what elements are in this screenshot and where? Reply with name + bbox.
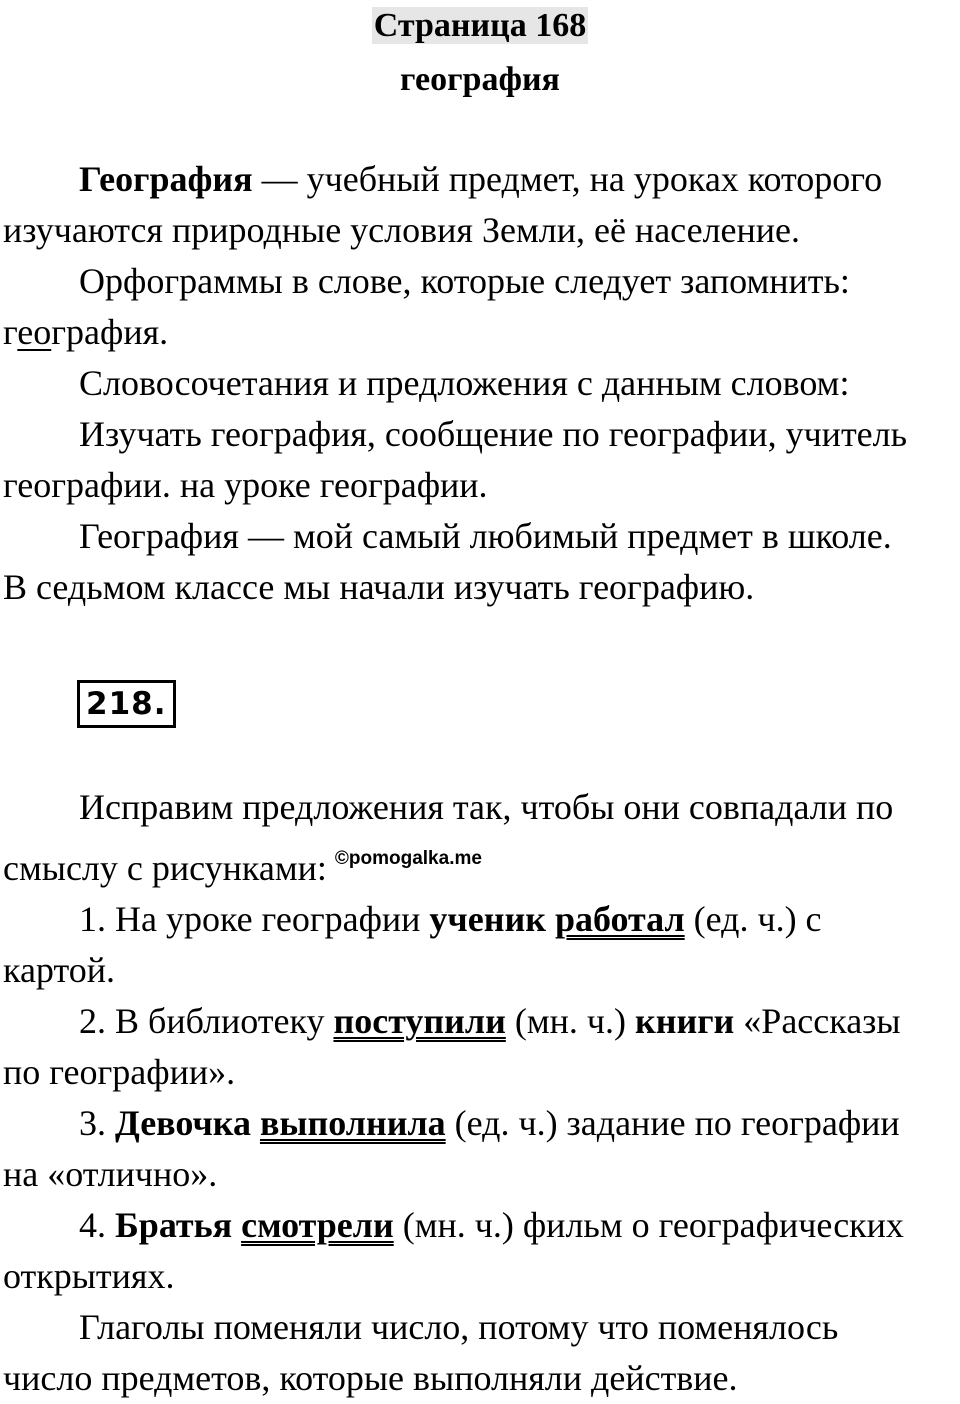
sentence-2-rest: «Рассказы (734, 1001, 901, 1041)
task-number-box (77, 680, 176, 728)
definition-text: — учебный предмет, на уроках которого (252, 159, 883, 199)
sentence-1-subject: ученик (429, 899, 546, 939)
phrases-intro: Словосочетания и предложения с данным словом: (79, 363, 850, 403)
sentence-4-start: 4. (79, 1205, 115, 1245)
phrases-line-1: Изучать география, сообщение по географии, учитель (79, 414, 908, 454)
conclusion-line-1: Глаголы поменяли число, потому что поменялось (79, 1307, 839, 1347)
page-title (0, 2, 960, 50)
example-line-1: География — мой самый любимый предмет в школе. (79, 516, 892, 556)
definition-line-1 (3, 154, 959, 205)
sentence-4-rest: (мн. ч.) фильм о географических (393, 1205, 904, 1245)
sentence-1-start: 1. На уроке географии (79, 899, 430, 939)
sentence-4-line-1 (3, 1200, 959, 1251)
definition-line-2: изучаются природные условия Земли, её население. (3, 210, 801, 250)
sentence-4-verb: смотрели (241, 1205, 394, 1245)
sentence-4-line-2: открытиях. (3, 1256, 175, 1296)
sentence-2-number-note: (мн. ч.) (505, 1001, 635, 1041)
page-title-text: Страница 168 (373, 7, 587, 44)
sentence-1-verb: работал (554, 899, 685, 939)
task-number: 218 (86, 686, 154, 722)
word-article (3, 154, 959, 613)
task-number-dot: . (153, 686, 167, 722)
sentence-3-line-1 (3, 1098, 959, 1149)
orthogram-underlined-letters: ео (17, 312, 52, 352)
task-intro-line-2 (3, 833, 959, 894)
word-heading: география (400, 61, 560, 98)
sentence-1-rest: (ед. ч.) с (684, 899, 822, 939)
sentence-2-verb: поступили (333, 1001, 506, 1041)
sentence-3-line-2: на «отлично». (3, 1154, 218, 1194)
task-intro-text: смыслу с рисунками: (3, 848, 327, 888)
sentence-2-line-2: по географии». (3, 1052, 236, 1092)
orthograms-line-1: Орфограммы в слове, которые следует запомнить: (79, 261, 850, 301)
sentence-2-subject: книги (634, 1001, 735, 1041)
orthogram-suffix: графия. (51, 312, 169, 352)
sentence-3-subject: Девочка (115, 1103, 251, 1143)
sentence-1-line-2: картой. (3, 950, 115, 990)
sentence-2-line-1 (3, 996, 959, 1047)
example-line-2: В седьмом классе мы начали изучать географию. (3, 567, 755, 607)
phrases-line-2: географии. на уроке географии. (3, 465, 488, 505)
watermark: ©pomogalka.me (334, 848, 482, 869)
definition-term: География (79, 159, 253, 199)
orthograms-word (3, 307, 959, 358)
sentence-1-line-1 (3, 894, 959, 945)
sentence-3-verb: выполнила (259, 1103, 446, 1143)
sentence-2-start: 2. В библиотеку (79, 1001, 334, 1041)
sentence-4-subject: Братья (115, 1205, 233, 1245)
conclusion-line-2: число предметов, которые выполняли действие. (3, 1358, 738, 1398)
sentence-3-start: 3. (79, 1103, 115, 1143)
orthogram-prefix: г (3, 312, 18, 352)
task-intro-line-1: Исправим предложения так, чтобы они совпадали по (79, 787, 894, 827)
task-answer (3, 782, 959, 1404)
sentence-3-rest: (ед. ч.) задание по географии (445, 1103, 900, 1143)
